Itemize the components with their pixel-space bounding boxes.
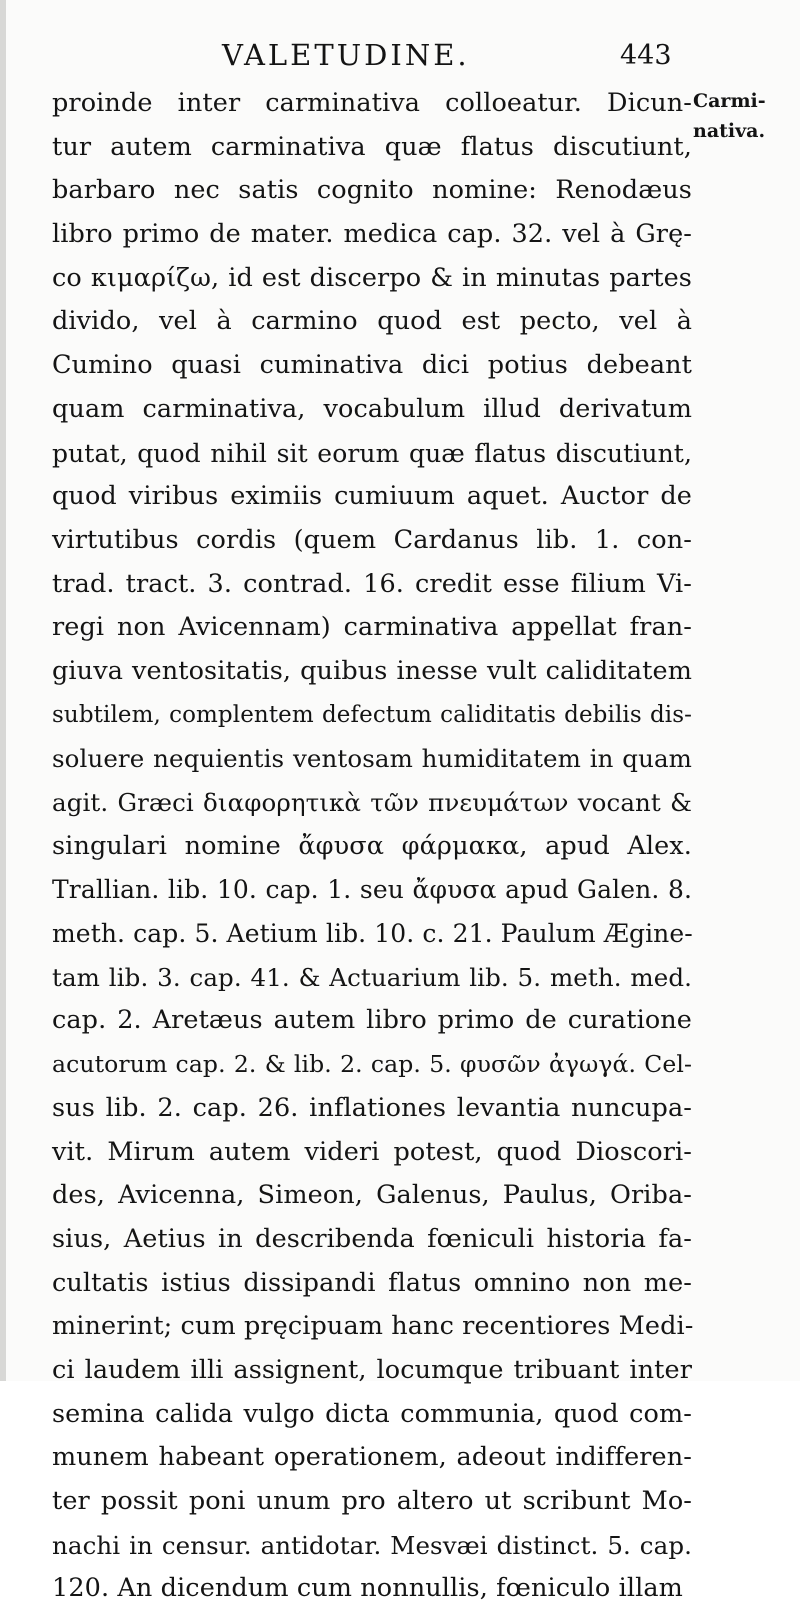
body-text (52, 82, 692, 1611)
page-edge (0, 0, 6, 1381)
text-line: acutorum cap. 2. & lib. 2. cap. 5. φυσῶν ἀγωγά. Cel- (52, 1050, 692, 1079)
text-line: singulari nomine ἄφυσα φάρμακα, apud Alex. (52, 830, 692, 861)
text-line: soluere nequientis ventosam humiditatem in quam (52, 744, 692, 774)
text-line: ci laudem illi assignent, locumque tribuant inter (52, 1354, 692, 1385)
text-line: tur autem carminativa quæ flatus discutiunt, (52, 131, 692, 162)
text-line: divido, vel à carmino quod est pecto, vel à (52, 306, 692, 337)
margin-note (693, 86, 798, 146)
text-line: Cumino quasi cuminativa dici potius debeant (52, 350, 692, 381)
text-line: tam lib. 3. cap. 41. & Actuarium lib. 5. meth. med. (52, 962, 692, 992)
text-line: des, Avicenna, Simeon, Galenus, Paulus, Oriba- (52, 1180, 692, 1211)
text-line: nachi in censur. antidotar. Mesvæi distinct. 5. cap. (52, 1530, 692, 1560)
text-line: munem habeant operationem, adeout indifferen- (52, 1442, 692, 1473)
page-number: 443 (620, 40, 672, 71)
text-line: subtilem, complentem defectum caliditatis debilis dis- (52, 701, 692, 728)
text-line: minerint; cum pręcipuam hanc recentiores Medi- (52, 1311, 694, 1342)
text-line: ter possit poni unum pro altero ut scribunt Mo- (52, 1486, 692, 1516)
text-line: 120. An dicendum cum nonnullis, fœniculo illam (52, 1573, 683, 1604)
running-head (0, 38, 800, 78)
margin-note-line: nativa. (693, 120, 766, 142)
text-line: barbaro nec satis cognito nomine: Renodæus (52, 175, 692, 206)
text-line: proinde inter carminativa colloeatur. Dicun- (52, 88, 692, 118)
text-line: quod viribus eximiis cumiuum aquet. Auctor de (52, 481, 692, 512)
text-line: cultatis istius dissipandi flatus omnino non me- (52, 1267, 692, 1298)
text-line: sus lib. 2. cap. 26. inflationes levantia nuncupa- (52, 1092, 692, 1123)
text-line: co κιμαρίζω, id est discerpo & in minutas partes (52, 262, 692, 293)
text-line: vit. Mirum autem videri potest, quod Dioscori- (52, 1136, 692, 1167)
running-title: VALETUDINE. (222, 38, 470, 72)
text-line: virtutibus cordis (quem Cardanus lib. 1. con- (52, 524, 692, 555)
text-line: semina calida vulgo dicta communia, quod com- (52, 1398, 692, 1429)
text-line: quam carminativa, vocabulum illud derivatum (52, 393, 692, 424)
text-line: libro primo de mater. medica cap. 32. vel à Grę- (52, 219, 692, 250)
text-line: Trallian. lib. 10. cap. 1. seu ἄφυσα apud Galen. 8. (52, 875, 692, 905)
text-line: giuva ventositatis, quibus inesse vult caliditatem (52, 655, 692, 686)
text-line: putat, quod nihil sit eorum quæ flatus discutiunt, (52, 438, 692, 468)
margin-note-line: Carmi- (693, 90, 766, 112)
text-line: agit. Græci διαφορητικὰ τῶν πνευμάτων vocant & (52, 788, 692, 817)
text-line: sius, Aetius in describenda fœniculi historia fa- (52, 1223, 692, 1254)
text-line: regi non Avicennam) carminativa appellat fran- (52, 612, 692, 643)
text-line: meth. cap. 5. Aetium lib. 10. c. 21. Paulum Ægine- (52, 919, 693, 949)
text-line: cap. 2. Aretæus autem libro primo de curatione (52, 1005, 692, 1036)
text-line: trad. tract. 3. contrad. 16. credit esse filium Vi- (52, 568, 692, 599)
